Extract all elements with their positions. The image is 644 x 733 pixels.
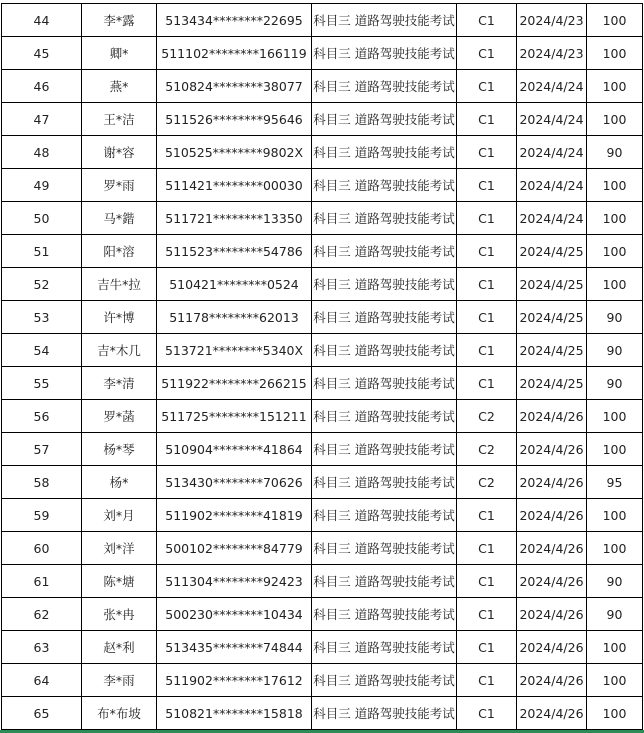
table-row bbox=[2, 433, 643, 466]
id-number: 511102********166119 bbox=[157, 37, 312, 70]
exam-subject: 科目三 道路驾驶技能考试 bbox=[312, 598, 457, 631]
candidate-name: 赵*利 bbox=[82, 631, 157, 664]
exam-date: 2024/4/24 bbox=[517, 169, 587, 202]
exam-date: 2024/4/26 bbox=[517, 664, 587, 697]
exam-date: 2024/4/26 bbox=[517, 598, 587, 631]
id-number: 511304********92423 bbox=[157, 565, 312, 598]
exam-score: 90 bbox=[587, 301, 643, 334]
exam-date: 2024/4/25 bbox=[517, 334, 587, 367]
row-number: 53 bbox=[2, 301, 82, 334]
row-number: 49 bbox=[2, 169, 82, 202]
exam-score: 100 bbox=[587, 103, 643, 136]
exam-date: 2024/4/26 bbox=[517, 433, 587, 466]
row-number: 52 bbox=[2, 268, 82, 301]
table-row bbox=[2, 697, 643, 730]
exam-date: 2024/4/25 bbox=[517, 268, 587, 301]
exam-score: 100 bbox=[587, 532, 643, 565]
candidate-name: 许*博 bbox=[82, 301, 157, 334]
exam-date: 2024/4/26 bbox=[517, 532, 587, 565]
id-number: 513430********70626 bbox=[157, 466, 312, 499]
candidate-name: 李*露 bbox=[82, 4, 157, 37]
row-number: 46 bbox=[2, 70, 82, 103]
exam-score: 90 bbox=[587, 136, 643, 169]
exam-subject: 科目三 道路驾驶技能考试 bbox=[312, 334, 457, 367]
license-type: C1 bbox=[457, 235, 517, 268]
exam-subject: 科目三 道路驾驶技能考试 bbox=[312, 433, 457, 466]
exam-score: 100 bbox=[587, 4, 643, 37]
table-row bbox=[2, 268, 643, 301]
exam-date: 2024/4/25 bbox=[517, 235, 587, 268]
row-number: 54 bbox=[2, 334, 82, 367]
candidate-name: 罗*菡 bbox=[82, 400, 157, 433]
license-type: C1 bbox=[457, 367, 517, 400]
exam-date: 2024/4/26 bbox=[517, 631, 587, 664]
exam-subject: 科目三 道路驾驶技能考试 bbox=[312, 301, 457, 334]
row-number: 50 bbox=[2, 202, 82, 235]
id-number: 510824********38077 bbox=[157, 70, 312, 103]
id-number: 511902********17612 bbox=[157, 664, 312, 697]
exam-date: 2024/4/26 bbox=[517, 400, 587, 433]
id-number: 510421********0524 bbox=[157, 268, 312, 301]
exam-date: 2024/4/24 bbox=[517, 202, 587, 235]
license-type: C1 bbox=[457, 169, 517, 202]
exam-subject: 科目三 道路驾驶技能考试 bbox=[312, 400, 457, 433]
license-type: C1 bbox=[457, 202, 517, 235]
candidate-name: 刘*月 bbox=[82, 499, 157, 532]
table-row bbox=[2, 169, 643, 202]
exam-score: 100 bbox=[587, 169, 643, 202]
table-row bbox=[2, 4, 643, 37]
row-number: 57 bbox=[2, 433, 82, 466]
id-number: 510821********15818 bbox=[157, 697, 312, 730]
table-row bbox=[2, 235, 643, 268]
exam-score: 100 bbox=[587, 37, 643, 70]
license-type: C2 bbox=[457, 466, 517, 499]
id-number: 511725********151211 bbox=[157, 400, 312, 433]
row-number: 56 bbox=[2, 400, 82, 433]
row-number: 62 bbox=[2, 598, 82, 631]
exam-date: 2024/4/26 bbox=[517, 565, 587, 598]
candidate-name: 罗*雨 bbox=[82, 169, 157, 202]
id-number: 511721********13350 bbox=[157, 202, 312, 235]
exam-subject: 科目三 道路驾驶技能考试 bbox=[312, 268, 457, 301]
candidate-name: 吉*木几 bbox=[82, 334, 157, 367]
license-type: C1 bbox=[457, 103, 517, 136]
row-number: 64 bbox=[2, 664, 82, 697]
exam-subject: 科目三 道路驾驶技能考试 bbox=[312, 136, 457, 169]
exam-score: 100 bbox=[587, 433, 643, 466]
license-type: C1 bbox=[457, 598, 517, 631]
license-type: C1 bbox=[457, 631, 517, 664]
table-row bbox=[2, 532, 643, 565]
table-row bbox=[2, 400, 643, 433]
exam-score: 100 bbox=[587, 400, 643, 433]
exam-subject: 科目三 道路驾驶技能考试 bbox=[312, 202, 457, 235]
id-number: 511523********54786 bbox=[157, 235, 312, 268]
candidate-name: 李*清 bbox=[82, 367, 157, 400]
table-row bbox=[2, 598, 643, 631]
exam-subject: 科目三 道路驾驶技能考试 bbox=[312, 103, 457, 136]
exam-score: 100 bbox=[587, 202, 643, 235]
exam-date: 2024/4/24 bbox=[517, 70, 587, 103]
license-type: C1 bbox=[457, 334, 517, 367]
exam-date: 2024/4/26 bbox=[517, 466, 587, 499]
table-row bbox=[2, 103, 643, 136]
exam-subject: 科目三 道路驾驶技能考试 bbox=[312, 466, 457, 499]
exam-date: 2024/4/26 bbox=[517, 499, 587, 532]
table-row bbox=[2, 37, 643, 70]
license-type: C1 bbox=[457, 499, 517, 532]
exam-date: 2024/4/26 bbox=[517, 697, 587, 730]
exam-score: 100 bbox=[587, 70, 643, 103]
license-type: C1 bbox=[457, 697, 517, 730]
exam-score: 90 bbox=[587, 565, 643, 598]
exam-score: 90 bbox=[587, 598, 643, 631]
exam-date: 2024/4/24 bbox=[517, 136, 587, 169]
id-number: 511421********00030 bbox=[157, 169, 312, 202]
exam-subject: 科目三 道路驾驶技能考试 bbox=[312, 235, 457, 268]
candidate-name: 陈*塘 bbox=[82, 565, 157, 598]
table-row bbox=[2, 334, 643, 367]
exam-score: 100 bbox=[587, 268, 643, 301]
license-type: C1 bbox=[457, 37, 517, 70]
table-body bbox=[2, 4, 643, 730]
candidate-name: 卿* bbox=[82, 37, 157, 70]
table-row bbox=[2, 466, 643, 499]
table-row bbox=[2, 301, 643, 334]
id-number: 510904********41864 bbox=[157, 433, 312, 466]
exam-subject: 科目三 道路驾驶技能考试 bbox=[312, 664, 457, 697]
exam-subject: 科目三 道路驾驶技能考试 bbox=[312, 4, 457, 37]
license-type: C1 bbox=[457, 301, 517, 334]
license-type: C1 bbox=[457, 532, 517, 565]
exam-score: 100 bbox=[587, 631, 643, 664]
id-number: 513435********74844 bbox=[157, 631, 312, 664]
candidate-name: 李*雨 bbox=[82, 664, 157, 697]
row-number: 44 bbox=[2, 4, 82, 37]
exam-score: 100 bbox=[587, 664, 643, 697]
exam-score: 100 bbox=[587, 235, 643, 268]
exam-score: 100 bbox=[587, 499, 643, 532]
candidate-name: 阳*溶 bbox=[82, 235, 157, 268]
exam-subject: 科目三 道路驾驶技能考试 bbox=[312, 565, 457, 598]
row-number: 60 bbox=[2, 532, 82, 565]
license-type: C2 bbox=[457, 433, 517, 466]
table-row bbox=[2, 202, 643, 235]
license-type: C2 bbox=[457, 400, 517, 433]
candidate-name: 张*冉 bbox=[82, 598, 157, 631]
exam-score: 95 bbox=[587, 466, 643, 499]
candidate-name: 马*鍇 bbox=[82, 202, 157, 235]
id-number: 513434********22695 bbox=[157, 4, 312, 37]
id-number: 500102********84779 bbox=[157, 532, 312, 565]
id-number: 510525********9802X bbox=[157, 136, 312, 169]
exam-subject: 科目三 道路驾驶技能考试 bbox=[312, 532, 457, 565]
exam-subject: 科目三 道路驾驶技能考试 bbox=[312, 697, 457, 730]
exam-subject: 科目三 道路驾驶技能考试 bbox=[312, 169, 457, 202]
id-number: 513721********5340X bbox=[157, 334, 312, 367]
table-row bbox=[2, 136, 643, 169]
exam-date: 2024/4/25 bbox=[517, 367, 587, 400]
exam-date: 2024/4/25 bbox=[517, 301, 587, 334]
exam-score: 100 bbox=[587, 697, 643, 730]
exam-date: 2024/4/23 bbox=[517, 37, 587, 70]
id-number: 511526********95646 bbox=[157, 103, 312, 136]
exam-score: 90 bbox=[587, 334, 643, 367]
license-type: C1 bbox=[457, 136, 517, 169]
table-row bbox=[2, 499, 643, 532]
row-number: 55 bbox=[2, 367, 82, 400]
exam-score: 90 bbox=[587, 367, 643, 400]
candidate-name: 杨*琴 bbox=[82, 433, 157, 466]
table-row bbox=[2, 367, 643, 400]
id-number: 511922********266215 bbox=[157, 367, 312, 400]
row-number: 48 bbox=[2, 136, 82, 169]
exam-subject: 科目三 道路驾驶技能考试 bbox=[312, 499, 457, 532]
exam-subject: 科目三 道路驾驶技能考试 bbox=[312, 367, 457, 400]
exam-subject: 科目三 道路驾驶技能考试 bbox=[312, 70, 457, 103]
row-number: 47 bbox=[2, 103, 82, 136]
table-row bbox=[2, 565, 643, 598]
exam-date: 2024/4/23 bbox=[517, 4, 587, 37]
exam-results-table bbox=[1, 3, 643, 730]
candidate-name: 吉牛*拉 bbox=[82, 268, 157, 301]
exam-subject: 科目三 道路驾驶技能考试 bbox=[312, 631, 457, 664]
exam-date: 2024/4/24 bbox=[517, 103, 587, 136]
license-type: C1 bbox=[457, 565, 517, 598]
candidate-name: 布*布坡 bbox=[82, 697, 157, 730]
row-number: 51 bbox=[2, 235, 82, 268]
row-number: 45 bbox=[2, 37, 82, 70]
candidate-name: 刘*洋 bbox=[82, 532, 157, 565]
id-number: 500230********10434 bbox=[157, 598, 312, 631]
exam-subject: 科目三 道路驾驶技能考试 bbox=[312, 37, 457, 70]
license-type: C1 bbox=[457, 664, 517, 697]
license-type: C1 bbox=[457, 268, 517, 301]
id-number: 51178********62013 bbox=[157, 301, 312, 334]
row-number: 65 bbox=[2, 697, 82, 730]
table-row bbox=[2, 70, 643, 103]
license-type: C1 bbox=[457, 70, 517, 103]
row-number: 61 bbox=[2, 565, 82, 598]
license-type: C1 bbox=[457, 4, 517, 37]
candidate-name: 燕* bbox=[82, 70, 157, 103]
candidate-name: 王*洁 bbox=[82, 103, 157, 136]
row-number: 59 bbox=[2, 499, 82, 532]
table-row bbox=[2, 664, 643, 697]
row-number: 63 bbox=[2, 631, 82, 664]
candidate-name: 杨* bbox=[82, 466, 157, 499]
id-number: 511902********41819 bbox=[157, 499, 312, 532]
row-number: 58 bbox=[2, 466, 82, 499]
candidate-name: 谢*容 bbox=[82, 136, 157, 169]
table-row bbox=[2, 631, 643, 664]
